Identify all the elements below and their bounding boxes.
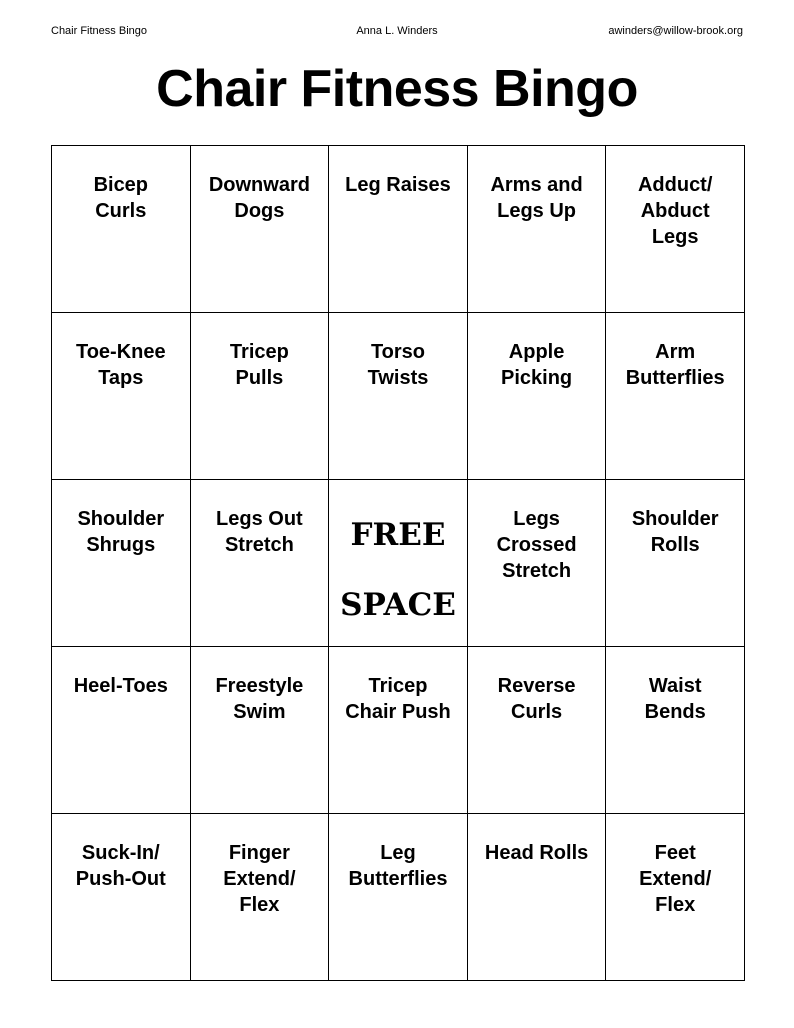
header-document-title: Chair Fitness Bingo [51, 25, 147, 37]
page-title: Chair Fitness Bingo [156, 60, 638, 118]
page-header [51, 23, 743, 39]
bingo-cell: Downward Dogs [190, 146, 329, 313]
bingo-cell: Leg Butterflies [329, 814, 468, 981]
bingo-cell: Legs Out Stretch [190, 480, 329, 647]
bingo-cell: Suck-In/ Push-Out [52, 814, 191, 981]
bingo-row [52, 647, 745, 814]
bingo-cell: Tricep Chair Push [329, 647, 468, 814]
bingo-cell: Adduct/ Abduct Legs [606, 146, 745, 313]
header-email: awinders@willow-brook.org [608, 25, 743, 37]
bingo-cell: Heel-Toes [52, 647, 191, 814]
bingo-cell: Head Rolls [467, 814, 606, 981]
bingo-row [52, 814, 745, 981]
bingo-cell: Arms and Legs Up [467, 146, 606, 313]
bingo-row [52, 480, 745, 647]
header-author: Anna L. Winders [356, 25, 438, 37]
bingo-cell: Toe-Knee Taps [52, 313, 191, 480]
bingo-cell: Bicep Curls [52, 146, 191, 313]
bingo-cell: Leg Raises [329, 146, 468, 313]
bingo-cell: Feet Extend/ Flex [606, 814, 745, 981]
bingo-board [51, 145, 745, 981]
bingo-cell: Torso Twists [329, 313, 468, 480]
bingo-row [52, 146, 745, 313]
bingo-cell: Waist Bends [606, 647, 745, 814]
bingo-cell: Legs Crossed Stretch [467, 480, 606, 647]
bingo-cell: Freestyle Swim [190, 647, 329, 814]
bingo-cell: Finger Extend/ Flex [190, 814, 329, 981]
bingo-cell: Shoulder Rolls [606, 480, 745, 647]
bingo-cell: Reverse Curls [467, 647, 606, 814]
free-space-cell: FREE SPACE [329, 480, 468, 647]
bingo-cell: Shoulder Shrugs [52, 480, 191, 647]
bingo-cell: Arm Butterflies [606, 313, 745, 480]
bingo-cell: Tricep Pulls [190, 313, 329, 480]
bingo-row [52, 313, 745, 480]
bingo-cell: Apple Picking [467, 313, 606, 480]
